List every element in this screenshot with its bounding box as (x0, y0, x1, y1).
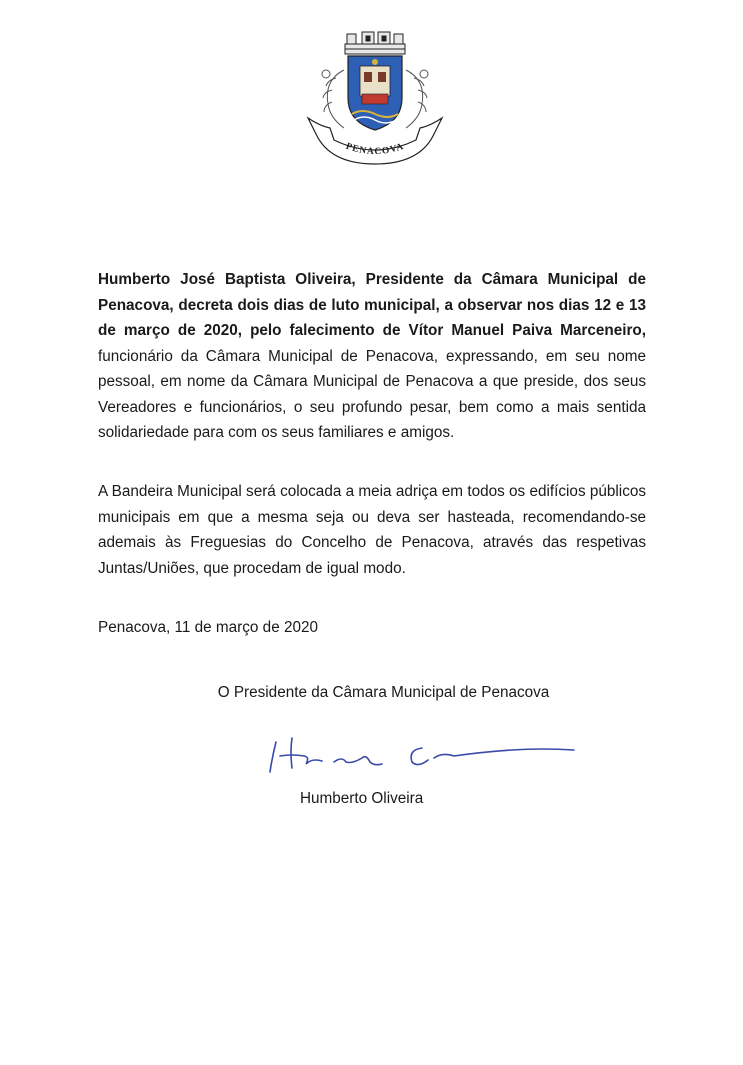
handwritten-signature (262, 728, 582, 780)
municipal-crest (300, 30, 450, 166)
laurel-left-icon (322, 70, 344, 128)
mural-crown-icon (345, 32, 405, 54)
signatory-name: Humberto Oliveira (300, 790, 424, 807)
decree-rest: funcionário da Câmara Municipal de Penacova, expressando, em seu nome pessoal, em nome da Câmara Municipal de Penacova a que preside, dos seus Vereadores e funcionários, o seu profundo pesar, bem como a mais sentida solidariedade para com os seus familiares e amigos. (98, 347, 646, 441)
crest-motto: PENACOVA (344, 141, 406, 158)
decree-paragraph (98, 267, 646, 446)
decree-lead: Humberto José Baptista Oliveira, Presidente da Câmara Municipal de Penacova, decreta dois dias de luto municipal, a observar nos dias 12 e 13 de março de 2020, pelo falecimento de Vítor Manuel Paiva Marceneiro, (98, 271, 646, 339)
place-date: Penacova, 11 de março de 2020 (98, 619, 318, 636)
laurel-right-icon (406, 70, 428, 128)
signatory-title: O Presidente da Câmara Municipal de Penacova (217, 684, 550, 701)
flag-paragraph: A Bandeira Municipal será colocada a meia adriça em todos os edifícios públicos municipais em que a mesma seja ou deva ser hasteada, recomendando-se ademais às Freguesias do Concelho de Penacova, através das respetivas Juntas/Uniões, que procedam de igual modo. (98, 483, 646, 577)
shield-icon (348, 56, 402, 130)
